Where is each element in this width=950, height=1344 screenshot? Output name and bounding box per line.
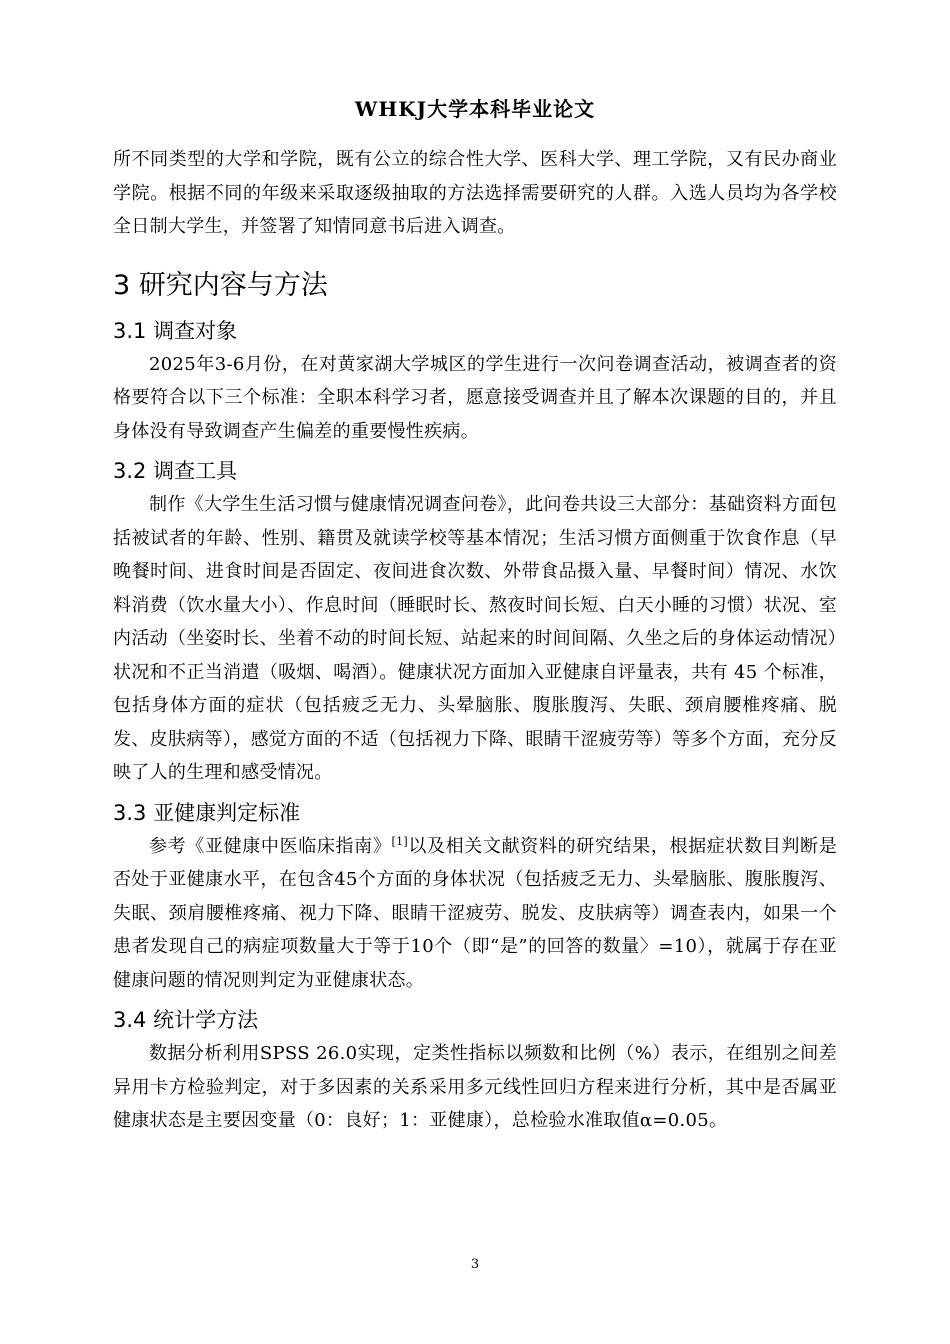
section-heading-3-3: 3.3 亚健康判定标准 (113, 800, 301, 825)
section-heading-3-1: 3.1 调查对象 (113, 318, 238, 343)
intro-paragraph: 所不同类型的大学和学院，既有公立的综合性大学、医科大学、理工学院，又有民办商业学院。根据不同的年级来采取逐级抽取的方法选择需要研究的人群。入选人员均为各学校全日制大学生，并签署了知情同意书后进入调查。 (113, 149, 837, 237)
section-3-4-paragraph: 数据分析利用SPSS 26.0实现，定类性指标以频数和比例（%）表示，在组别之间差异用卡方检验判定，对于多因素的关系采用多元线性回归方程来进行分析，其中是否属亚健康状态是主要因变量（0：良好；1：亚健康），总检验水准取值α=0.05。 (113, 1043, 837, 1131)
citation-reference: [1] (391, 834, 408, 848)
section-3-3-text-start: 参考《亚健康中医临床指南》 (149, 835, 392, 857)
section-3-2-paragraph: 制作《大学生生活习惯与健康情况调查问卷》，此问卷共设三大部分：基础资料方面包括被试者的年龄、性别、籍贯及就读学校等基本情况；生活习惯方面侧重于饮食作息（早晚餐时间、进食时间是否固定、夜间进食次数、外带食品摄入量、早餐时间）情况、水饮料消费（饮水量大小）、作息时间（睡眠时长、熬夜时间长短、白天小睡的习惯）状况、室内活动（坐姿时长、坐着不动的时间长短、站起来的时间间隔、久坐之后的身体运动情况）状况和不正当消遣（吸烟、喝酒）。健康状况方面加入亚健康自评量表，共有 45 个标准，包括身体方面的症状（包括疲乏无力、头晕脑胀、腹胀腹泻、失眠、颈肩腰椎疼痛、脱发、皮肤病等），感觉方面的不适（包括视力下降、眼睛干涩疲劳等）等多个方面，充分反映了人的生理和感受情况。 (113, 494, 837, 783)
section-heading-3: 3 研究内容与方法 (113, 269, 328, 301)
page-number: 3 (470, 1257, 480, 1272)
page-content (113, 143, 837, 1138)
section-3-3-text-end: 以及相关文献资料的研究结果，根据症状数目判断是否处于亚健康水平，在包含45个方面的身体状况（包括疲乏无力、头晕脑胀、腹胀腹泻、失眠、颈肩腰椎疼痛、视力下降、眼睛干涩疲劳、脱发、皮肤病等）调查表内，如果一个患者发现自己的病症项数量大于等于10个（即“是”的回答的数量〉=10），就属于存在亚健康问题的情况则判定为亚健康状态。 (113, 835, 837, 991)
page-header: WHKJ大学本科毕业论文 (354, 97, 596, 121)
section-3-3-paragraph (113, 830, 837, 998)
section-heading-3-4: 3.4 统计学方法 (113, 1008, 259, 1032)
section-heading-3-2: 3.2 调查工具 (113, 459, 238, 483)
section-3-1-paragraph: 2025年3-6月份，在对黄家湖大学城区的学生进行一次问卷调查活动，被调查者的资格要符合以下三个标准：全职本科学习者，愿意接受调查并且了解本次课题的目的，并且身体没有导致调查产生偏差的重要慢性疾病。 (113, 353, 837, 442)
